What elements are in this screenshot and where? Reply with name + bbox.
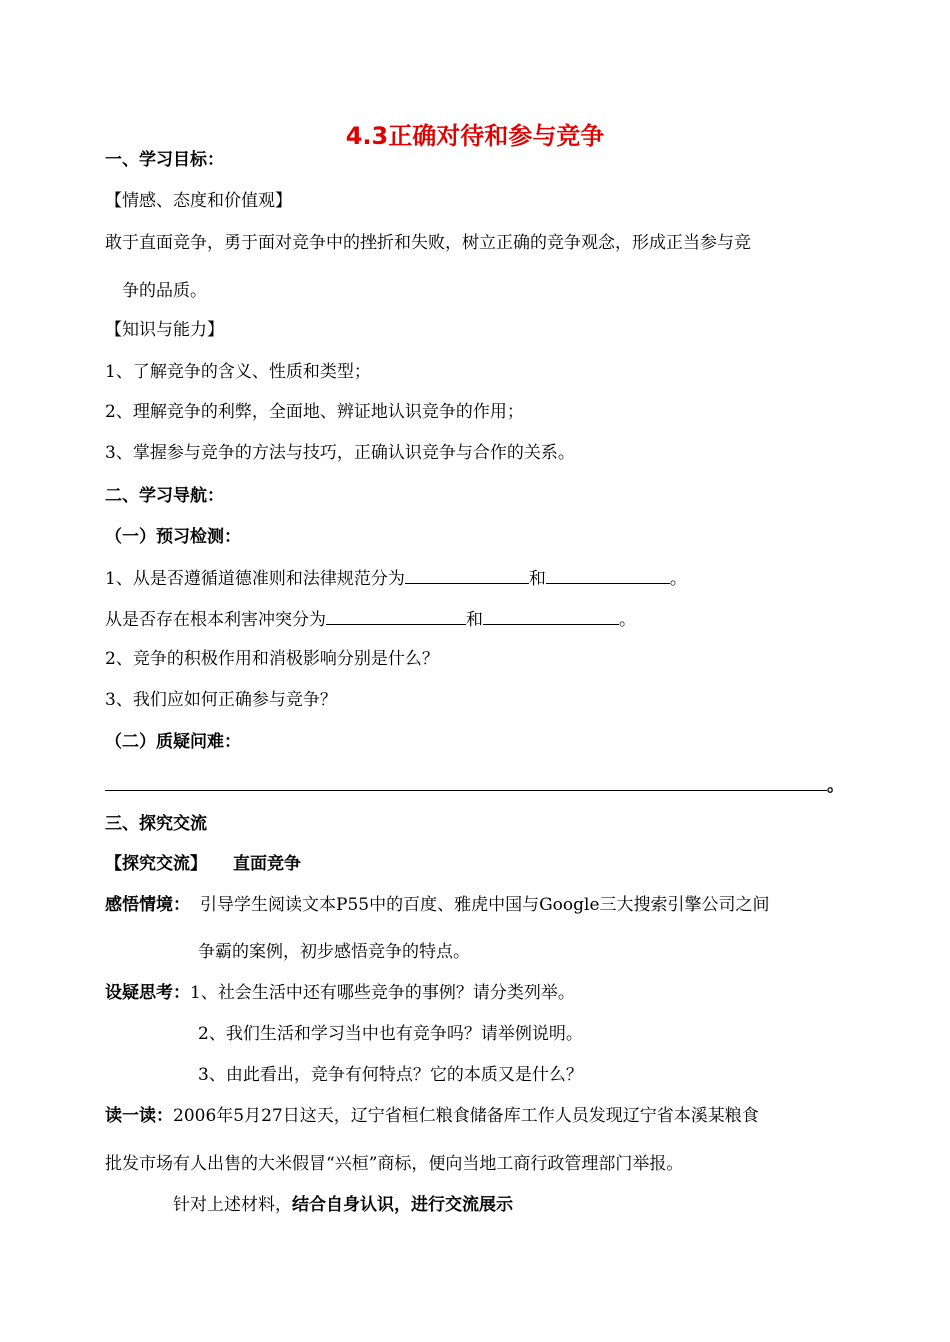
knowledge-item-2: 2、理解竞争的利弊，全面地、辨证地认识竞争的作用； [105, 402, 524, 422]
think-label: 设疑思考： [105, 983, 190, 1003]
scenario-text-1: 引导学生阅读文本P55中的百度、雅虎中国与Google三大搜索引擎公司之间 [200, 895, 770, 915]
scenario-label: 感悟情境： [105, 895, 190, 915]
reading-line-1 [105, 1104, 759, 1128]
reading-label: 读一读： [105, 1106, 173, 1126]
reading-line-2: 批发市场有人出售的大米假冒“兴桓”商标，便向当地工商行政管理部门举报。 [105, 1154, 684, 1174]
answer-blank[interactable] [546, 565, 670, 584]
doubt-answer-end: 。 [827, 776, 844, 796]
preview-question-2: 2、竞争的积极作用和消极影响分别是什么？ [105, 649, 439, 669]
answer-blank[interactable] [326, 606, 466, 625]
emotion-text-line-2: 争的品质。 [122, 281, 207, 301]
section-1-heading: 一、学习目标： [105, 150, 224, 170]
preview-question-1 [105, 565, 687, 591]
inquiry-topic: 直面竞争 [233, 854, 301, 874]
question-1-end: 。 [669, 569, 687, 589]
section-3-heading: 三、探究交流 [105, 814, 207, 834]
answer-blank[interactable] [483, 606, 619, 625]
doubt-heading: （二）质疑问难： [105, 732, 241, 752]
emotion-heading: 【情感、态度和价值观】 [105, 191, 292, 211]
section-2-heading: 二、学习导航： [105, 486, 224, 506]
question-1-and: 和 [528, 569, 546, 589]
preview-question-1b [105, 606, 636, 632]
scenario-line-2: 争霸的案例，初步感悟竞争的特点。 [198, 942, 470, 962]
question-1b-text: 从是否存在根本利害冲突分为 [105, 610, 326, 630]
doubt-answer-line [105, 772, 844, 798]
question-1b-and: 和 [466, 610, 483, 630]
answer-blank[interactable] [405, 565, 529, 584]
inquiry-heading [105, 852, 301, 876]
knowledge-item-1: 1、了解竞争的含义、性质和类型； [105, 362, 371, 382]
knowledge-heading: 【知识与能力】 [105, 320, 224, 340]
emotion-text-line-1: 敢于直面竞争，勇于面对竞争中的挫折和失败，树立正确的竞争观念，形成正当参与竞 [105, 233, 751, 253]
document-title: 4.3正确对待和参与竞争 [345, 122, 605, 150]
final-instruction-bold: 结合自身认识，进行交流展示 [292, 1195, 513, 1215]
preview-heading: （一）预习检测： [105, 527, 241, 547]
preview-question-3: 3、我们应如何正确参与竞争？ [105, 690, 337, 710]
think-item-1: 1、社会生活中还有哪些竞争的事例？请分类列举。 [190, 983, 575, 1003]
think-item-2: 2、我们生活和学习当中也有竞争吗？请举例说明。 [198, 1024, 583, 1044]
scenario-line-1 [105, 893, 770, 917]
think-line-1 [105, 981, 575, 1005]
question-1b-end: 。 [619, 610, 636, 630]
think-item-3: 3、由此看出，竞争有何特点？它的本质又是什么？ [198, 1065, 583, 1085]
question-1-text: 1、从是否遵循道德准则和法律规范分为 [105, 569, 405, 589]
doubt-answer-blank[interactable] [105, 772, 827, 791]
knowledge-item-3: 3、掌握参与竞争的方法与技巧，正确认识竞争与合作的关系。 [105, 443, 575, 463]
reading-text-1: 2006年5月27日这天，辽宁省桓仁粮食储备库工作人员发现辽宁省本溪某粮食 [173, 1106, 759, 1126]
inquiry-label: 【探究交流】 [105, 854, 207, 874]
final-instruction [173, 1193, 513, 1217]
final-instruction-plain: 针对上述材料， [173, 1195, 292, 1215]
